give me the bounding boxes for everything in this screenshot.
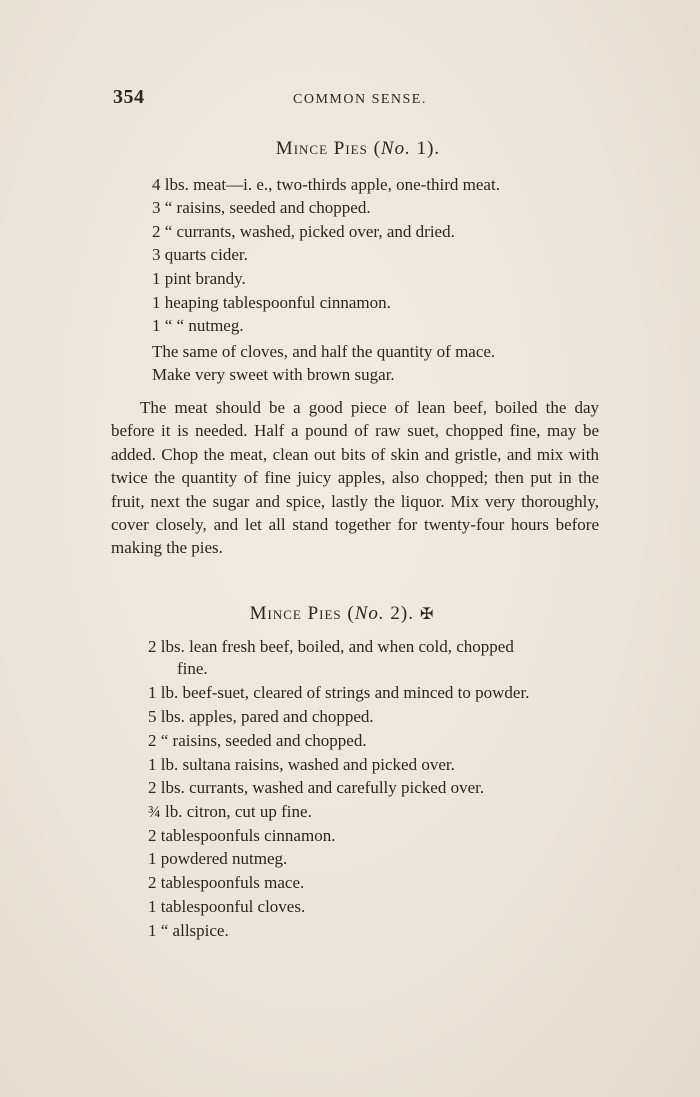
ingredient-line: 1 “ “ nutmeg. [152, 316, 244, 335]
ingredient-line: 1 lb. sultana raisins, washed and picked over. [148, 755, 455, 774]
ingredient-line: 2 “ raisins, seeded and chopped. [148, 731, 367, 750]
ingredient-line: 2 tablespoonfuls mace. [148, 873, 305, 892]
recipe-1-directions: The meat should be a good piece of lean beef, boiled the day before it is needed. Half a pound of raw suet, chopped fine, may be added. Chop the meat, clean out bits of skin and gristle, and mix with twice the quantity of fine juicy apples, also chopped; then put in the fruit, next the sugar and spice, lastly the liquor. Mix very thoroughly, cover closely, and let all stand together for twenty-four hours before making the pies. [111, 398, 599, 558]
ingredient-line: 1 lb. beef-suet, cleared of strings and minced to powder. [148, 683, 530, 702]
ingredient-line: 4 lbs. meat—i. e., two-thirds apple, one-third meat. [152, 175, 500, 194]
ingredient-line: 1 “ allspice. [148, 921, 229, 940]
ingredient-line: fine. [177, 659, 208, 678]
ingredient-line: 2 lbs. currants, washed and carefully picked over. [148, 778, 485, 797]
recipe-2-title: Mince Pies (No. 2). ✠ [249, 603, 435, 624]
page-number: 354 [113, 86, 145, 108]
ingredient-line: The same of cloves, and half the quantity of mace. [152, 342, 496, 361]
ingredient-line: 3 “ raisins, seeded and chopped. [152, 198, 371, 217]
ingredient-line: 2 tablespoonfuls cinnamon. [148, 826, 336, 845]
ingredient-line: 1 heaping tablespoonful cinnamon. [152, 293, 391, 312]
ingredient-line: 3 quarts cider. [152, 245, 248, 264]
ingredient-line: 1 powdered nutmeg. [148, 849, 288, 868]
ingredient-line: 1 tablespoonful cloves. [148, 897, 306, 916]
recipe-1-title: Mince Pies (No. 1). [275, 138, 441, 159]
ingredient-line: 1 pint brandy. [152, 269, 246, 288]
maltese-cross-icon: ✠ [419, 606, 435, 623]
ingredient-line: Make very sweet with brown sugar. [152, 365, 395, 384]
page-header [113, 86, 593, 114]
running-head: COMMON SENSE. [293, 92, 427, 107]
ingredient-line: 5 lbs. apples, pared and chopped. [148, 707, 374, 726]
ingredient-line: 2 lbs. lean fresh beef, boiled, and when cold, chopped [148, 637, 514, 656]
ingredient-line: ¾ lb. citron, cut up fine. [148, 802, 312, 821]
ingredient-line: 2 “ currants, washed, picked over, and dried. [152, 222, 455, 241]
